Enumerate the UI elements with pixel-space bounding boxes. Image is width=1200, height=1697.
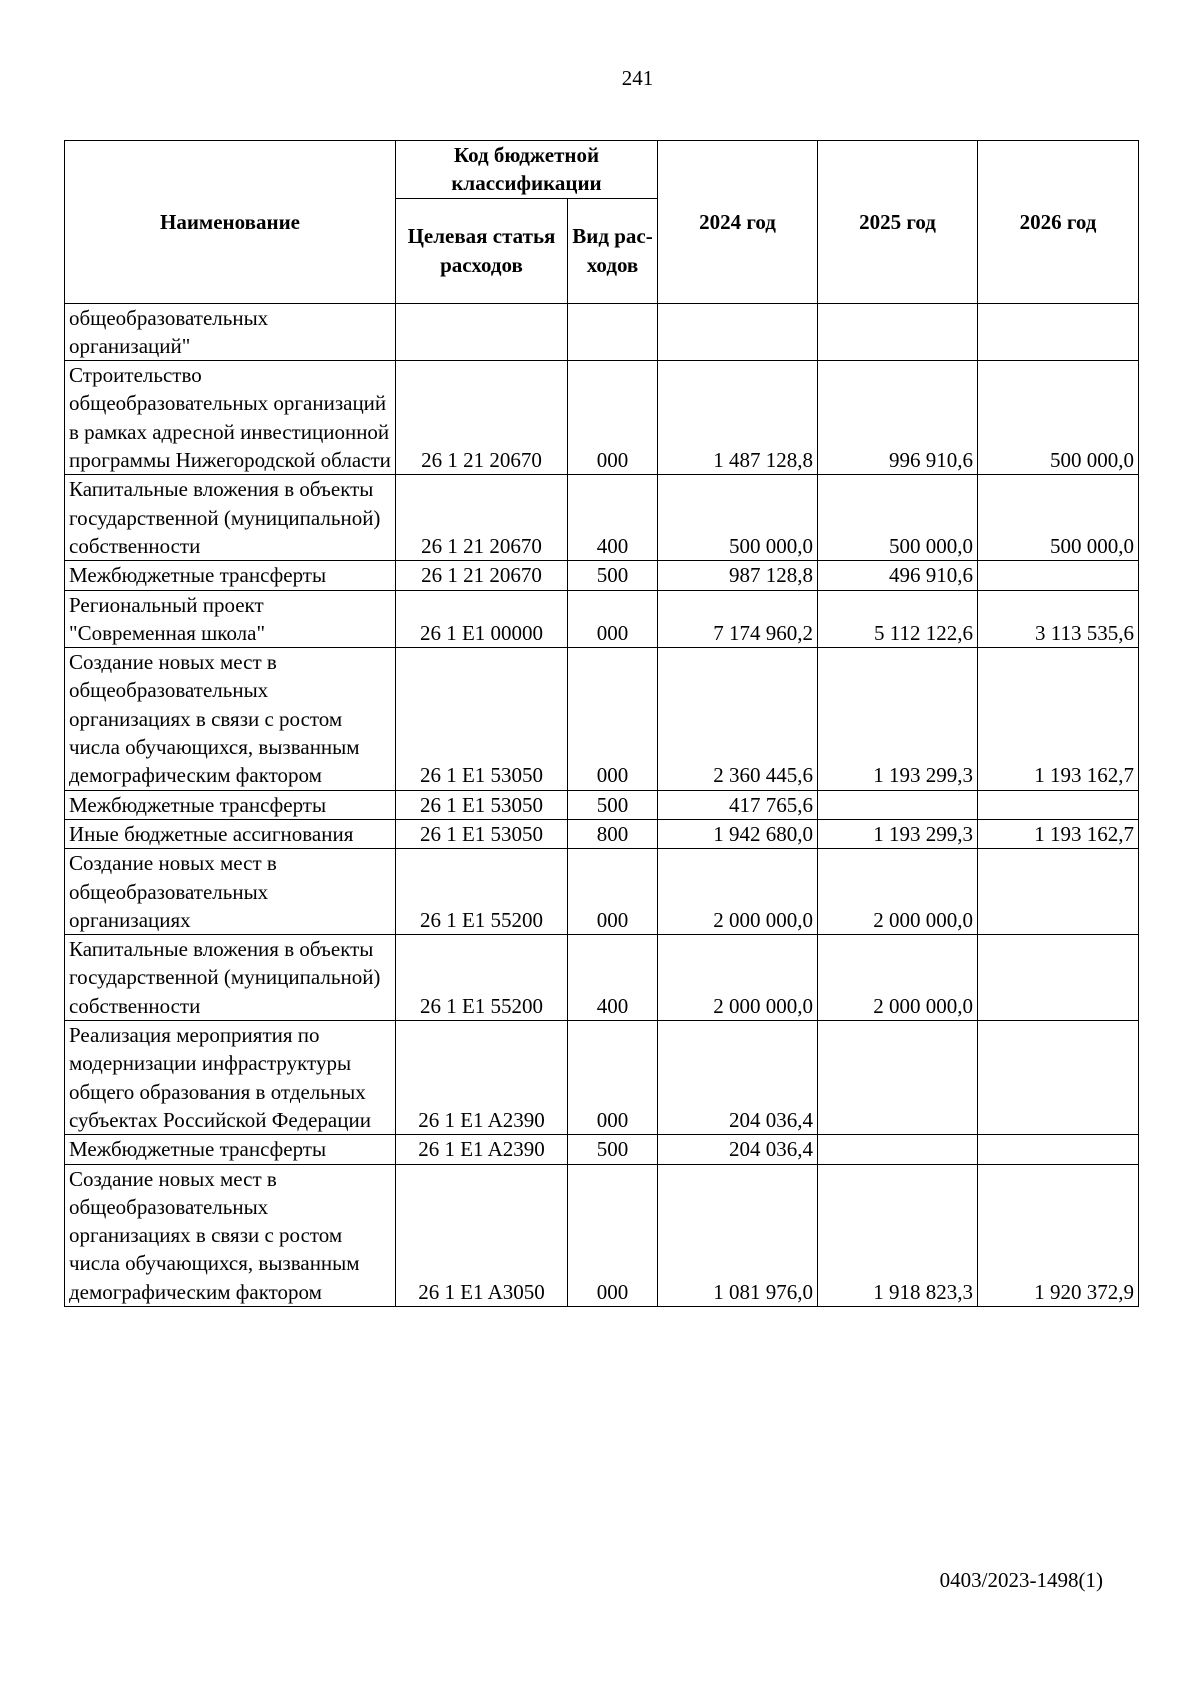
amount-2024: 2 000 000,0: [658, 849, 818, 935]
amount-2026: [978, 1135, 1139, 1164]
page-number: 241: [621, 66, 654, 90]
amount-2025: 1 918 823,3: [818, 1164, 978, 1306]
header-year-2025: 2025 год: [818, 141, 978, 304]
row-name: Создание новых мест в общеобразовательных организациях: [65, 849, 396, 935]
amount-2025: 2 000 000,0: [818, 935, 978, 1021]
amount-2026: [978, 1021, 1139, 1135]
amount-2025: 2 000 000,0: [818, 849, 978, 935]
amount-2025: [818, 1135, 978, 1164]
amount-2026: [978, 303, 1139, 361]
row-name: Межбюджетные трансферты: [65, 1135, 396, 1164]
row-name: общеобразовательных организаций": [65, 303, 396, 361]
amount-2024: 987 128,8: [658, 561, 818, 590]
amount-2025: 5 112 122,6: [818, 590, 978, 648]
amount-2026: 500 000,0: [978, 475, 1139, 561]
target-article-code: 26 1 E1 55200: [396, 935, 568, 1021]
table-row: [65, 790, 1139, 819]
amount-2024: 2 000 000,0: [658, 935, 818, 1021]
expense-type-code: [568, 303, 658, 361]
amount-2026: [978, 935, 1139, 1021]
amount-2024: [658, 303, 818, 361]
target-article-code: 26 1 E1 53050: [396, 790, 568, 819]
table-row: [65, 590, 1139, 648]
target-article-code: 26 1 E1 55200: [396, 849, 568, 935]
amount-2026: 1 193 162,7: [978, 648, 1139, 790]
amount-2024: 204 036,4: [658, 1135, 818, 1164]
amount-2025: [818, 303, 978, 361]
row-name: Капитальные вложения в объекты государственной (муниципальной) собственности: [65, 935, 396, 1021]
target-article-code: 26 1 E1 A2390: [396, 1135, 568, 1164]
expense-type-code: 400: [568, 475, 658, 561]
row-name: Межбюджетные трансферты: [65, 790, 396, 819]
row-name: Создание новых мест в общеобразовательных организациях в связи с ростом числа обучающихся, вызванным демографическим фактором: [65, 1164, 396, 1306]
row-name: Региональный проект "Современная школа": [65, 590, 396, 648]
table-row: [65, 849, 1139, 935]
amount-2024: 204 036,4: [658, 1021, 818, 1135]
amount-2026: 500 000,0: [978, 361, 1139, 475]
expense-type-code: 000: [568, 1164, 658, 1306]
row-name: Строительство общеобразовательных организаций в рамках адресной инвестиционной программы Нижегородской области: [65, 361, 396, 475]
amount-2025: 996 910,6: [818, 361, 978, 475]
document-code: 0403/2023-1498(1): [939, 1568, 1103, 1592]
expense-type-code: 000: [568, 1021, 658, 1135]
header-name: Наименование: [65, 141, 396, 304]
table-row: [65, 361, 1139, 475]
target-article-code: 26 1 21 20670: [396, 361, 568, 475]
amount-2024: 417 765,6: [658, 790, 818, 819]
table-body: [65, 303, 1139, 1306]
amount-2026: 1 920 372,9: [978, 1164, 1139, 1306]
table-row: [65, 561, 1139, 590]
row-name: Капитальные вложения в объекты государственной (муниципальной) собственности: [65, 475, 396, 561]
target-article-code: 26 1 E1 A2390: [396, 1021, 568, 1135]
expense-type-code: 500: [568, 1135, 658, 1164]
row-name: Иные бюджетные ассигнования: [65, 819, 396, 848]
amount-2024: 500 000,0: [658, 475, 818, 561]
table-row: [65, 819, 1139, 848]
target-article-code: 26 1 E1 53050: [396, 819, 568, 848]
target-article-code: 26 1 E1 53050: [396, 648, 568, 790]
expense-type-code: 800: [568, 819, 658, 848]
target-article-code: 26 1 21 20670: [396, 475, 568, 561]
amount-2024: 1 487 128,8: [658, 361, 818, 475]
amount-2026: [978, 849, 1139, 935]
expense-type-code: 400: [568, 935, 658, 1021]
amount-2026: 3 113 535,6: [978, 590, 1139, 648]
row-name: Межбюджетные трансферты: [65, 561, 396, 590]
expense-type-code: 500: [568, 561, 658, 590]
expense-type-code: 500: [568, 790, 658, 819]
target-article-code: 26 1 21 20670: [396, 561, 568, 590]
target-article-code: 26 1 E1 00000: [396, 590, 568, 648]
table-header: [65, 141, 1139, 304]
amount-2026: 1 193 162,7: [978, 819, 1139, 848]
budget-table: [64, 140, 1139, 1307]
header-expense-type: Вид рас-ходов: [568, 198, 658, 303]
amount-2026: [978, 561, 1139, 590]
table-row: [65, 303, 1139, 361]
amount-2024: 7 174 960,2: [658, 590, 818, 648]
target-article-code: [396, 303, 568, 361]
table-row: [65, 1164, 1139, 1306]
amount-2024: 1 081 976,0: [658, 1164, 818, 1306]
amount-2025: 496 910,6: [818, 561, 978, 590]
expense-type-code: 000: [568, 849, 658, 935]
amount-2026: [978, 790, 1139, 819]
table-row: [65, 935, 1139, 1021]
header-target-article: Целевая статья расходов: [396, 198, 568, 303]
header-year-2024: 2024 год: [658, 141, 818, 304]
amount-2024: 2 360 445,6: [658, 648, 818, 790]
table-row: [65, 475, 1139, 561]
expense-type-code: 000: [568, 361, 658, 475]
table-row: [65, 648, 1139, 790]
header-code-group: Код бюджетной классификации: [396, 141, 658, 199]
expense-type-code: 000: [568, 590, 658, 648]
row-name: Создание новых мест в общеобразовательных организациях в связи с ростом числа обучающихся, вызванным демографическим фактором: [65, 648, 396, 790]
row-name: Реализация мероприятия по модернизации инфраструктуры общего образования в отдельных субъектах Российской Федерации: [65, 1021, 396, 1135]
amount-2024: 1 942 680,0: [658, 819, 818, 848]
amount-2025: 1 193 299,3: [818, 648, 978, 790]
amount-2025: [818, 790, 978, 819]
amount-2025: 500 000,0: [818, 475, 978, 561]
table-row: [65, 1021, 1139, 1135]
header-year-2026: 2026 год: [978, 141, 1139, 304]
amount-2025: [818, 1021, 978, 1135]
amount-2025: 1 193 299,3: [818, 819, 978, 848]
expense-type-code: 000: [568, 648, 658, 790]
table-row: [65, 1135, 1139, 1164]
target-article-code: 26 1 E1 A3050: [396, 1164, 568, 1306]
